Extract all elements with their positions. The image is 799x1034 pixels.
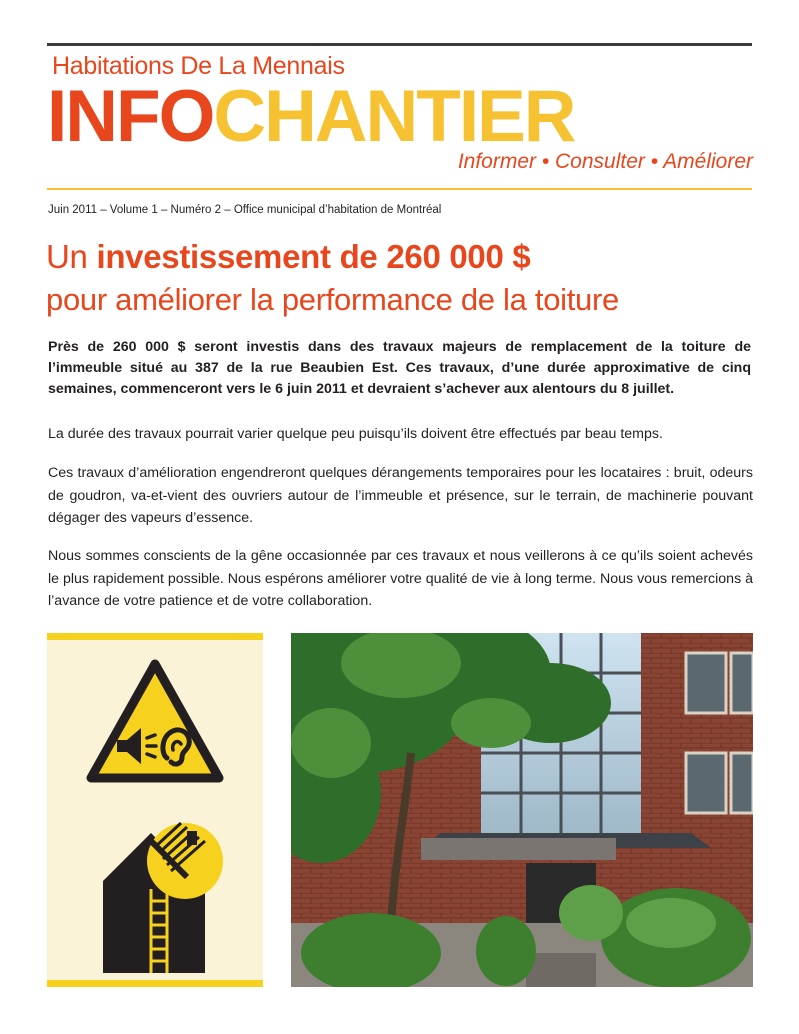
organization-name: Habitations De La Mennais <box>52 52 345 80</box>
subheadline: pour améliorer la performance de la toiture <box>46 282 619 317</box>
icon-panel <box>47 633 263 987</box>
masthead-title <box>47 76 575 157</box>
issue-info: Juin 2011 – Volume 1 – Numéro 2 – Office municipal d’habitation de Montréal <box>48 204 442 216</box>
panel-top-band <box>47 633 263 640</box>
paragraph-duration: La durée des travaux pourrait varier quelque peu puisqu’ils doivent être effectués par beau temps. <box>48 426 663 442</box>
top-rule <box>47 43 752 46</box>
paragraph-disturbances: Ces travaux d’amélioration engendreront quelques dérangements temporaires pour les locataires : bruit, odeurs de goudron, va-et-vient des ouvriers autour de l’immeuble et présence, sur le terrain, de machinerie pouvant dégager des vapeurs d’essence. <box>48 465 753 526</box>
header-rule <box>47 188 752 190</box>
noise-warning-icon <box>85 658 225 786</box>
lead-paragraph: Près de 260 000 $ seront investis dans des travaux majeurs de remplacement de la toiture de l’immeuble situé au 387 de la rue Beaubien Est. Ces travaux, d’une durée approximative de cinq semaines, commenceront vers le 6 juin 2011 et devraient s’achever aux alentours du 8 juillet. <box>48 339 751 397</box>
roof-ladder-icon <box>95 811 225 976</box>
masthead-info: INFO <box>47 76 214 157</box>
headline <box>46 238 530 276</box>
tagline: Informer • Consulter • Améliorer <box>457 150 753 173</box>
panel-bottom-band <box>47 980 263 987</box>
headline-prefix: Un <box>46 238 97 275</box>
paragraph-thanks: Nous sommes conscients de la gêne occasionnée par ces travaux et nous veillerons à ce qu’ils soient achevés le plus rapidement possible. Nous espérons améliorer votre qualité de vie à long terme. Nous vous remercions à l’avance de votre patience et de votre collaboration. <box>48 548 754 609</box>
masthead-chantier: CHANTIER <box>213 76 575 157</box>
building-photo <box>291 633 753 987</box>
headline-emphasis: investissement de 260 000 $ <box>96 238 531 275</box>
